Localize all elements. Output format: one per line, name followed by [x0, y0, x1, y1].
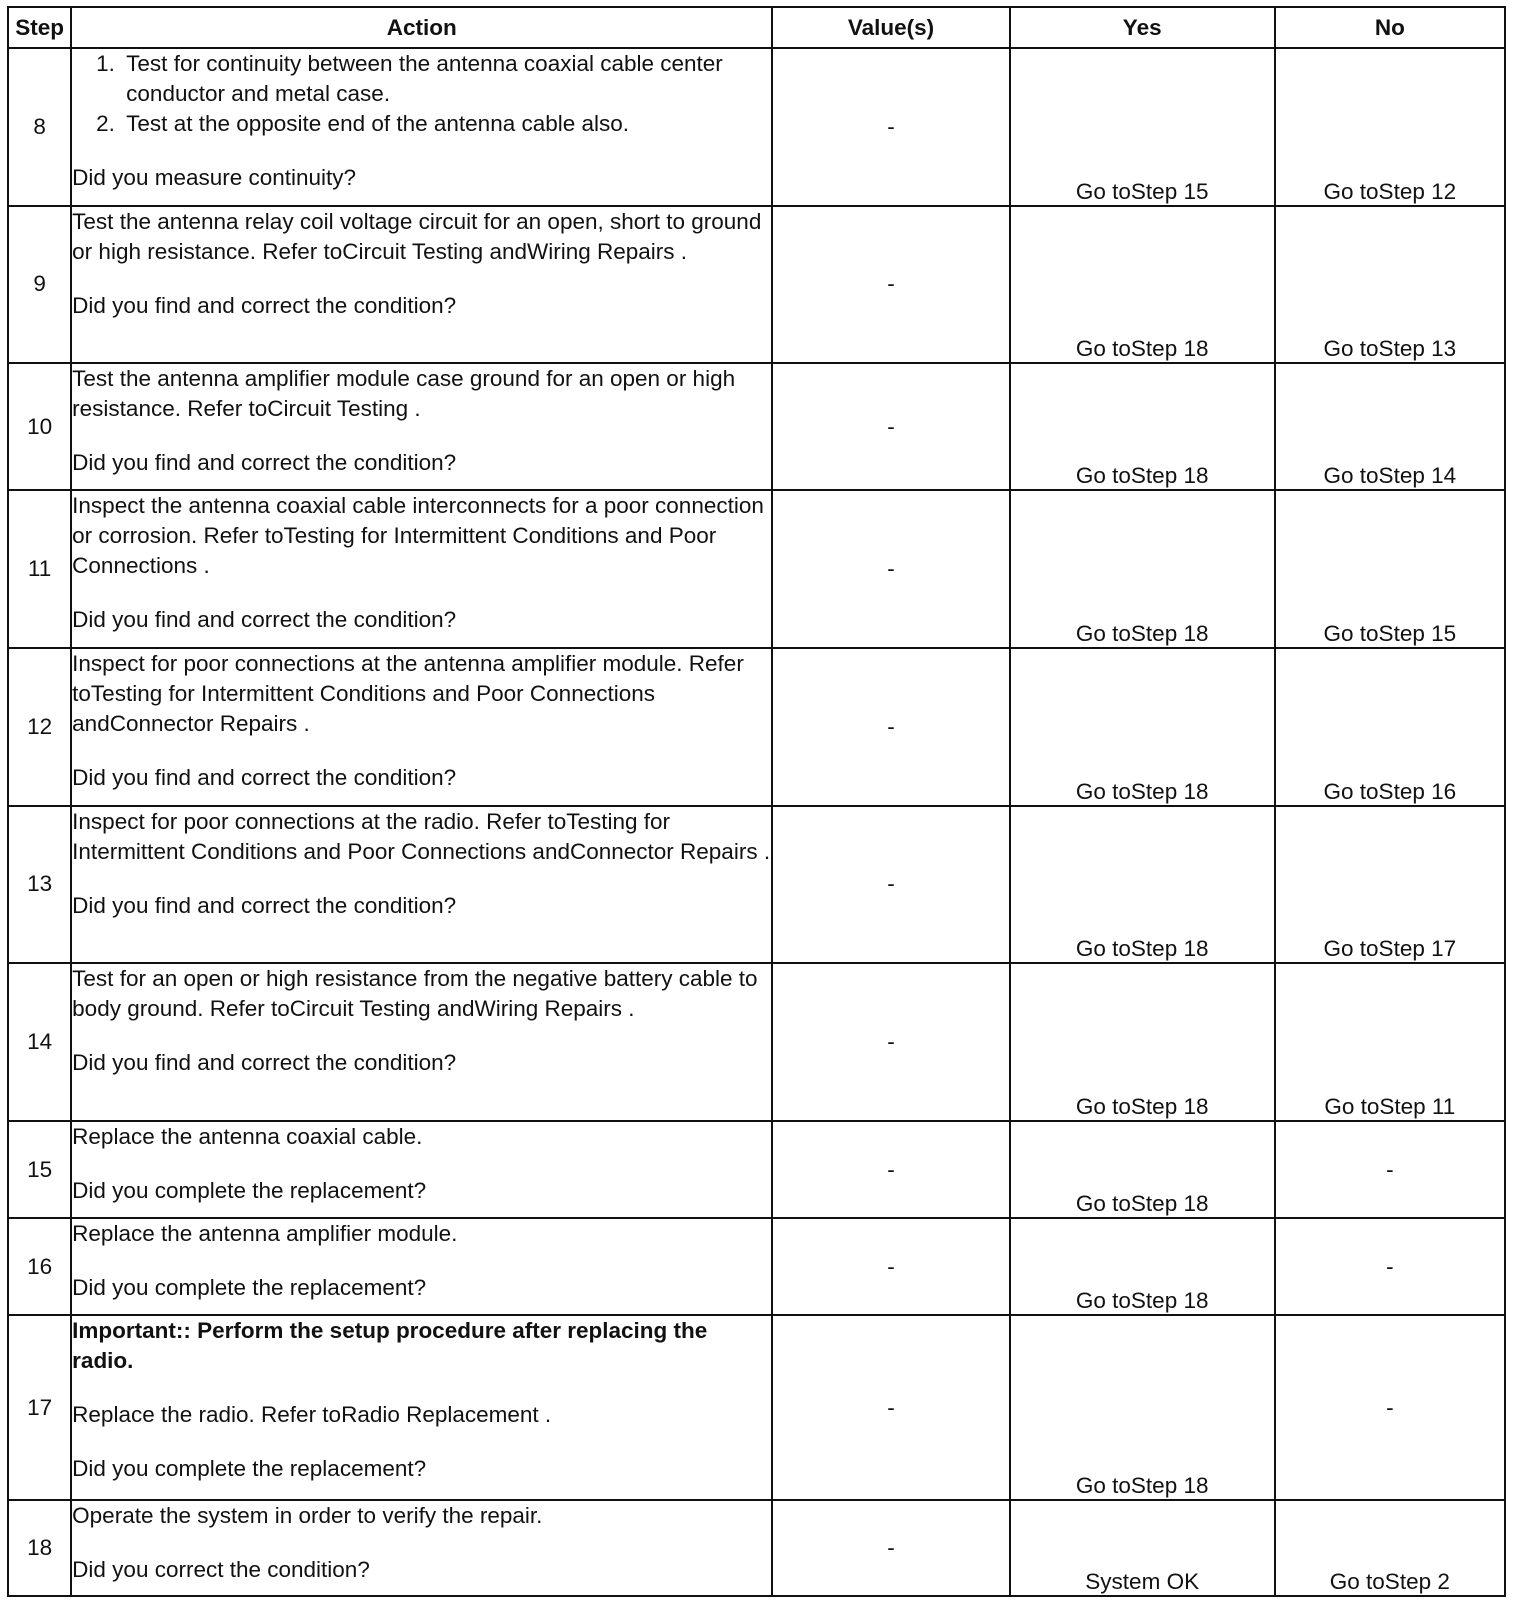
yes-column-header: Yes	[1010, 7, 1275, 48]
step-row-18	[8, 1500, 1505, 1596]
step-row-15	[8, 1121, 1505, 1218]
action-text: Inspect for poor connections at the radio. Refer toTesting for Intermittent Conditions and Poor Connections andConnector Repairs .	[72, 808, 771, 864]
yes-link[interactable]: Go toStep 18	[1010, 648, 1275, 806]
action-question: Did you complete the replacement?	[72, 1177, 427, 1203]
action-cell	[71, 48, 772, 206]
step-row-8	[8, 48, 1505, 206]
no-link[interactable]: Go toStep 17	[1275, 806, 1505, 964]
value-cell: -	[772, 206, 1009, 364]
step-number: 10	[8, 363, 71, 490]
no-cell: -	[1275, 1121, 1505, 1218]
action-question: Did you find and correct the condition?	[72, 450, 457, 476]
no-link[interactable]: Go toStep 13	[1275, 206, 1505, 364]
list-item: 2. Test at the opposite end of the antenna cable also.	[121, 109, 771, 139]
yes-link[interactable]: System OK	[1010, 1500, 1275, 1596]
step-row-12	[8, 648, 1505, 806]
action-cell	[71, 363, 772, 490]
important-note: Important:: Perform the setup procedure after replacing the radio.	[72, 1318, 708, 1374]
action-cell	[71, 1315, 772, 1499]
action-text: Test for an open or high resistance from the negative battery cable to body ground. Refer toCircuit Testing andWiring Repairs .	[72, 966, 758, 1022]
action-text: Test the antenna relay coil voltage circuit for an open, short to ground or high resistance. Refer toCircuit Testing andWiring Repairs .	[72, 208, 762, 264]
action-cell	[71, 490, 772, 648]
step-number: 8	[8, 48, 71, 206]
no-column-header: No	[1275, 7, 1505, 48]
action-question: Did you correct the condition?	[72, 1556, 370, 1582]
action-question: Did you find and correct the condition?	[72, 607, 457, 633]
value-cell: -	[772, 648, 1009, 806]
header-row	[8, 7, 1505, 48]
yes-link[interactable]: Go toStep 18	[1010, 1121, 1275, 1218]
step-row-16	[8, 1218, 1505, 1315]
no-link[interactable]: Go toStep 12	[1275, 48, 1505, 206]
action-question: Did you find and correct the condition?	[72, 1050, 457, 1076]
list-item: 1. Test for continuity between the antenna coaxial cable center conductor and metal case.	[121, 49, 771, 109]
step-number: 15	[8, 1121, 71, 1218]
no-link[interactable]: Go toStep 14	[1275, 363, 1505, 490]
action-column-header: Action	[71, 7, 772, 48]
step-row-17	[8, 1315, 1505, 1499]
action-question: Did you find and correct the condition?	[72, 892, 457, 918]
step-row-10	[8, 363, 1505, 490]
action-question: Did you measure continuity?	[72, 165, 357, 190]
no-link[interactable]: Go toStep 16	[1275, 648, 1505, 806]
action-question: Did you complete the replacement?	[72, 1275, 427, 1301]
action-cell	[71, 1218, 772, 1315]
action-cell	[71, 648, 772, 806]
action-text: Operate the system in order to verify the repair.	[72, 1502, 543, 1528]
step-row-11	[8, 490, 1505, 648]
action-text: Replace the antenna amplifier module.	[72, 1221, 458, 1247]
value-cell: -	[772, 363, 1009, 490]
no-cell: -	[1275, 1218, 1505, 1315]
step-row-14	[8, 963, 1505, 1121]
value-cell: -	[772, 1121, 1009, 1218]
yes-link[interactable]: Go toStep 18	[1010, 1315, 1275, 1499]
action-text: Replace the radio. Refer toRadio Replacement .	[72, 1402, 552, 1428]
value-cell: -	[772, 963, 1009, 1121]
action-cell	[71, 806, 772, 964]
action-text: Replace the antenna coaxial cable.	[72, 1123, 423, 1149]
step-number: 14	[8, 963, 71, 1121]
step-number: 12	[8, 648, 71, 806]
action-question: Did you complete the replacement?	[72, 1456, 427, 1482]
diagnostic-steps-table	[7, 6, 1506, 1597]
yes-link[interactable]: Go toStep 18	[1010, 1218, 1275, 1315]
action-cell	[71, 963, 772, 1121]
value-cell: -	[772, 1500, 1009, 1596]
step-number: 9	[8, 206, 71, 364]
value-cell: -	[772, 490, 1009, 648]
value-cell: -	[772, 48, 1009, 206]
yes-link[interactable]: Go toStep 18	[1010, 490, 1275, 648]
value-cell: -	[772, 1315, 1009, 1499]
step-number: 13	[8, 806, 71, 964]
no-cell: -	[1275, 1315, 1505, 1499]
action-list	[72, 49, 771, 139]
action-question: Did you find and correct the condition?	[72, 764, 457, 790]
action-text: Inspect the antenna coaxial cable interconnects for a poor connection or corrosion. Refer toTesting for Intermittent Conditions and Poor Connections .	[72, 493, 764, 579]
value-cell: -	[772, 806, 1009, 964]
yes-link[interactable]: Go toStep 18	[1010, 963, 1275, 1121]
step-number: 11	[8, 490, 71, 648]
yes-link[interactable]: Go toStep 18	[1010, 363, 1275, 490]
action-cell	[71, 1121, 772, 1218]
action-text: Inspect for poor connections at the antenna amplifier module. Refer toTesting for Intermittent Conditions and Poor Connections andConnector Repairs .	[72, 650, 744, 736]
no-link[interactable]: Go toStep 15	[1275, 490, 1505, 648]
yes-link[interactable]: Go toStep 15	[1010, 48, 1275, 206]
no-link[interactable]: Go toStep 2	[1275, 1500, 1505, 1596]
action-cell	[71, 1500, 772, 1596]
step-number: 18	[8, 1500, 71, 1596]
step-row-9	[8, 206, 1505, 364]
action-question: Did you find and correct the condition?	[72, 292, 457, 318]
yes-link[interactable]: Go toStep 18	[1010, 206, 1275, 364]
step-column-header: Step	[8, 7, 71, 48]
value-column-header: Value(s)	[772, 7, 1009, 48]
step-row-13	[8, 806, 1505, 964]
step-number: 16	[8, 1218, 71, 1315]
yes-link[interactable]: Go toStep 18	[1010, 806, 1275, 964]
step-number: 17	[8, 1315, 71, 1499]
no-link[interactable]: Go toStep 11	[1275, 963, 1505, 1121]
action-cell	[71, 206, 772, 364]
value-cell: -	[772, 1218, 1009, 1315]
action-text: Test the antenna amplifier module case ground for an open or high resistance. Refer toCircuit Testing .	[72, 366, 736, 422]
